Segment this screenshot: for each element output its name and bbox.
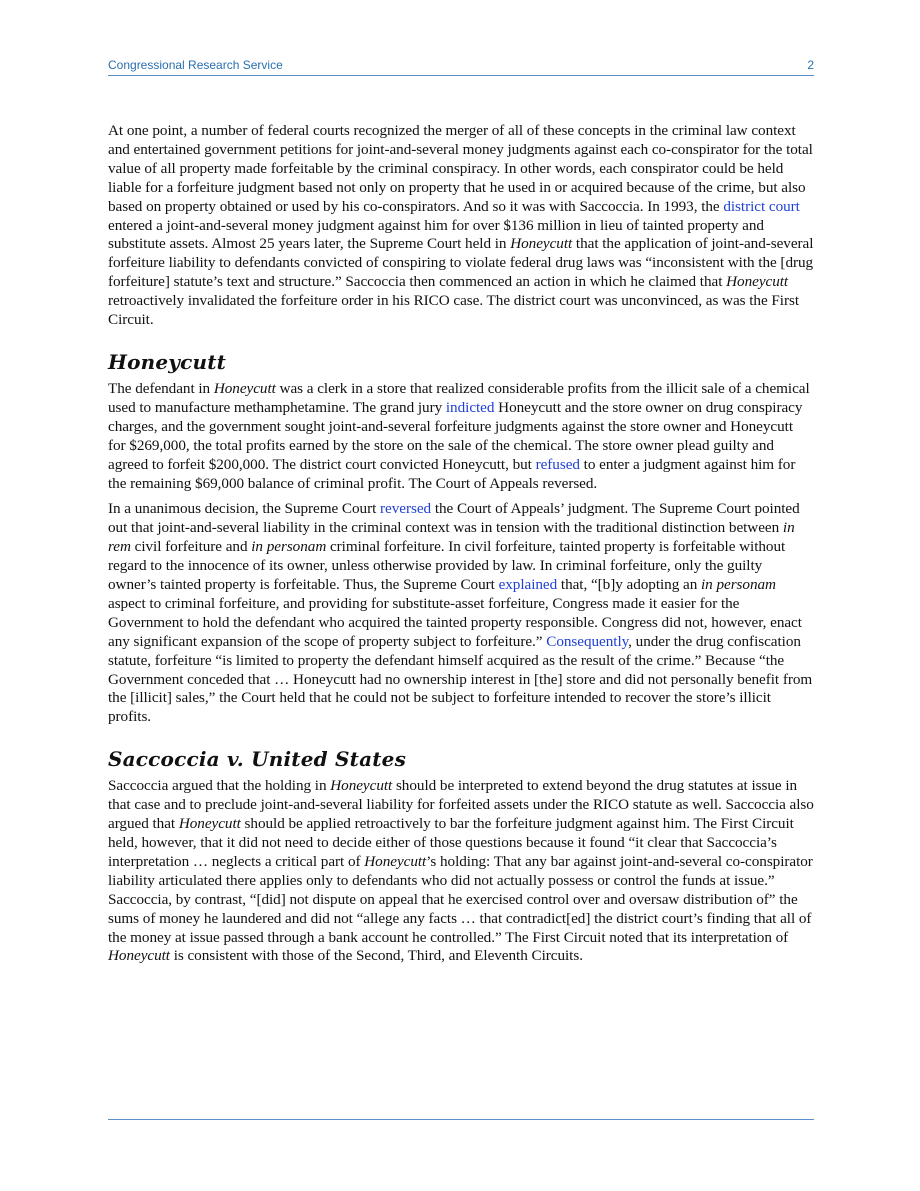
- link-indicted[interactable]: indicted: [445, 398, 495, 416]
- paragraph-saccoccia-argument: Saccoccia argued that the holding in Honeycutt should be interpreted to extend beyond the drug statutes at issue in that case and to preclude joint-and-several liability for forfeited assets under the RICO statute as well. Saccoccia also argued that Honeycutt should be applied retroactively to bar the forfeiture judgment against him. The First Circuit held, however, that it did not need to decide either of those questions because it found “it clear that Saccoccia’s interpretation … neglects a critical part of Honeycutt’s holding: That any bar against joint-and-several co-conspirator liability articulated there applies only to defendants who did not actually possess or control the funds at issue.” Saccoccia, by contrast, “[did] not dispute on appeal that he exercised control over and oversaw distribution of” the sums of money he laundered and did not “allege any facts … that contradict[ed] the district court’s finding that all of the money at issue passed through a bank account he controlled.” The First Circuit noted that its interpretation of Honeycutt is consistent with those of the Second, Third, and Eleventh Circuits.: [108, 777, 814, 965]
- heading-honeycutt: Honeycutt: [108, 349, 227, 374]
- running-header: [108, 58, 814, 74]
- paragraph-honeycutt-facts: The defendant in Honeycutt was a clerk in a store that realized considerable profits from the illicit sale of a chemical used to manufacture methamphetamine. The grand jury indicted Honeycutt and the store owner on drug conspiracy charges, and the government sought joint-and-several forfeiture judgments against the store owner and Honeycutt for $269,000, the total profits earned by the store on the sale of the chemical. The store owner plead guilty and agreed to forfeit $200,000. The district court convicted Honeycutt, but refused to enter a judgment against him for the remaining $69,000 balance of criminal profit. The Court of Appeals reversed.: [108, 379, 810, 492]
- link-reversed[interactable]: reversed: [380, 500, 432, 518]
- footer-rule: [108, 1119, 814, 1120]
- header-org-name: Congressional Research Service: [108, 58, 283, 72]
- link-district-court[interactable]: district court: [723, 197, 800, 215]
- link-consequently[interactable]: Consequently: [546, 632, 629, 650]
- paragraph-intro: At one point, a number of federal courts recognized the merger of all of these concepts in the criminal law context and entertained government petitions for joint-and-several money judgments against each co-conspirator for the total value of all property made forfeitable by the criminal conspiracy. In other words, each conspirator could be held liable for a forfeiture judgment based not only on property that he used in or acquired because of the crime, but also based on property obtained or used by his co-conspirators. And so it was with Saccoccia. In 1993, the district court entered a joint-and-several money judgment against him for over $136 million in lieu of tainted property and substitute assets. Almost 25 years later, the Supreme Court held in Honeycutt that the application of joint-and-several forfeiture liability to defendants convicted of conspiring to violate federal drug laws was “inconsistent with the [drug forfeiture] statute’s text and structure.” Saccoccia then commenced an action in which he claimed that Honeycutt retroactively invalidated the forfeiture order in his RICO case. The district court was unconvinced, as was the First Circuit.: [108, 122, 814, 329]
- paragraph-supreme-court-decision: In a unanimous decision, the Supreme Court reversed the Court of Appeals’ judgment. The Supreme Court pointed out that joint-and-several liability in the criminal context was in tension with the traditional distinction between in rem civil forfeiture and in personam criminal forfeiture. In civil forfeiture, tainted property is forfeitable without regard to the innocence of its owner, unless otherwise provided by law. In criminal forfeiture, only the guilty owner’s tainted property is forfeitable. Thus, the Supreme Court explained that, “[b]y adopting an in personam aspect to criminal forfeiture, and providing for substitute-asset forfeiture, Congress made it easier for the Government to hold the defendant who acquired the tainted property responsible. Congress did not, however, enact any significant expansion of the scope of property subject to forfeiture.” Consequently, under the drug confiscation statute, forfeiture “is limited to property the defendant himself acquired as the result of the crime.” Because “the Government conceded that … Honeycutt had no ownership interest in [the] store and did not personally benefit from the [illicit] sales,” the Court held that he could not be subject to forfeiture intended to recover the store’s illicit profits.: [108, 500, 813, 726]
- page-number: 2: [807, 58, 814, 72]
- link-refused[interactable]: refused: [535, 455, 580, 473]
- document-body: [108, 122, 814, 973]
- link-explained[interactable]: explained: [498, 576, 558, 594]
- heading-saccoccia: Saccoccia v. United States: [108, 747, 407, 772]
- header-rule: [108, 75, 814, 76]
